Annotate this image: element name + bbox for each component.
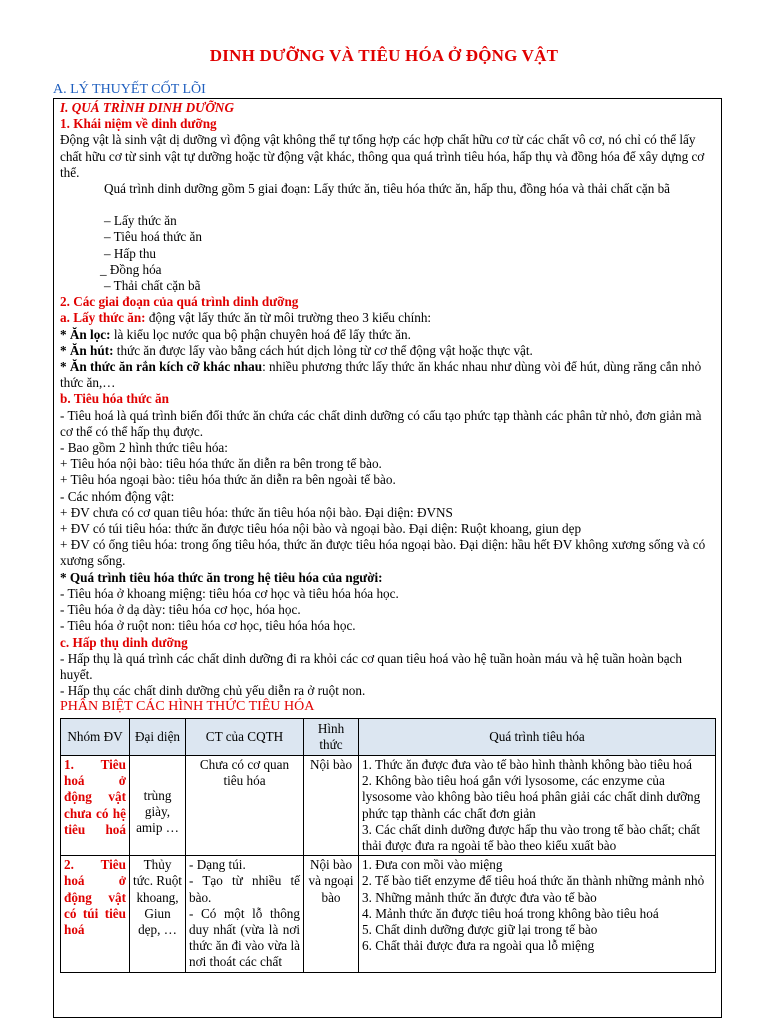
digestion-line: + Tiêu hóa nội bào: tiêu hóa thức ăn diễn ra bên trong tế bào. bbox=[60, 456, 382, 472]
digestion-line: + Tiêu hóa ngoại bào: tiêu hóa thức ăn diễn ra bên ngoài tế bào. bbox=[60, 472, 396, 488]
concept-paragraph: Động vật là sinh vật dị dưỡng vì động vật không thể tự tổng hợp các hợp chất hữu cơ từ các chất vô cơ, nó chỉ có thể lấy chất hữu cơ từ sinh vật tự dưỡng hoặc từ động vật khác, thông qua quá trình tiêu hóa, hấp thụ và đồng hóa để xây dựng cơ thể. bbox=[60, 132, 705, 180]
header-process: Quá trình tiêu hóa bbox=[359, 718, 716, 755]
filter-feeding-line bbox=[60, 327, 715, 343]
concept-heading: 1. Khái niệm về dinh dưỡng bbox=[60, 116, 217, 132]
process-step: 2. Không bào tiêu hoá gắn với lysosome, các enzyme của lysosome vào không bào tiêu hoá phân giải các chất dinh dưỡng phức tạp thành các chất đơn giản bbox=[362, 773, 701, 821]
table-row bbox=[61, 755, 716, 855]
process-step: 1. Đưa con mồi vào miệng bbox=[362, 857, 503, 873]
filter-feeding-label: * Ăn lọc: bbox=[60, 326, 111, 342]
form-cell: Nội bào và ngoại bào bbox=[304, 856, 359, 972]
process-step: 4. Mảnh thức ăn được tiêu hoá trong không bào tiêu hoá bbox=[362, 905, 659, 921]
header-form: Hình thức bbox=[304, 718, 359, 755]
process-step: 1. Thức ăn được đưa vào tế bào hình thành không bào tiêu hoá bbox=[362, 756, 692, 772]
representative-cell: trùng giày, amip … bbox=[130, 755, 186, 855]
process-cell bbox=[359, 856, 716, 972]
absorption-line: - Hấp thụ là quá trình các chất dinh dưỡng đi ra khỏi các cơ quan tiêu hoá vào hệ tuần hoàn máu và hệ tuần hoàn bạch huyết. bbox=[60, 650, 683, 682]
human-digestion-line: - Tiêu hóa ở ruột non: tiêu hóa cơ học, tiêu hóa hóa học. bbox=[60, 618, 356, 634]
compare-table bbox=[60, 718, 716, 973]
process-cell bbox=[359, 755, 716, 855]
human-digestion-line: - Tiêu hóa ở khoang miệng: tiêu hóa cơ học và tiêu hóa hóa học. bbox=[60, 585, 399, 601]
digestion-line: + ĐV có ống tiêu hóa: trong ống tiêu hóa, thức ăn được tiêu hóa ngoại bào. Đại diện: hầu hết ĐV không xương sống và có xương sống. bbox=[60, 537, 706, 569]
theory-box bbox=[53, 98, 722, 1018]
stage-item: – Thải chất cặn bã bbox=[104, 278, 201, 294]
digestion-line: + ĐV có túi tiêu hóa: thức ăn được tiêu hóa nội bào và ngoại bào. Đại diện: Ruột khoang, giun dẹp bbox=[60, 521, 582, 537]
group-cell: 1. Tiêu hoá ở động vật chưa có hệ tiêu hoá bbox=[61, 755, 130, 855]
absorption-heading: c. Hấp thụ dinh dưỡng bbox=[60, 634, 188, 650]
filter-feeding-text: là kiểu lọc nước qua bộ phận chuyên hoá để lấy thức ăn. bbox=[110, 326, 411, 342]
part1-heading: I. QUÁ TRÌNH DINH DƯỠNG bbox=[60, 100, 234, 115]
section-a-heading: A. LÝ THUYẾT CỐT LÕI bbox=[53, 82, 206, 97]
stage-item: – Tiêu hoá thức ăn bbox=[104, 229, 202, 245]
stages-intro: Quá trình dinh dưỡng gồm 5 giai đoạn: Lấy thức ăn, tiêu hóa thức ăn, hấp thu, đồng hóa và thải chất cặn bã bbox=[104, 181, 671, 197]
digestion-line: - Bao gồm 2 hình thức tiêu hóa: bbox=[60, 440, 228, 456]
structure-line: - Có một lỗ thông duy nhất (vừa là nơi thức ăn đi vào vừa là nơi thoát các chất bbox=[189, 905, 300, 970]
feeding-text: động vật lấy thức ăn từ môi trường theo 3 kiểu chính: bbox=[145, 310, 432, 326]
feeding-label: a. Lấy thức ăn: bbox=[60, 310, 146, 326]
page-title: DINH DƯỠNG VÀ TIÊU HÓA Ở ĐỘNG VẬT bbox=[209, 46, 559, 65]
process-step: 3. Những mảnh thức ăn được đưa vào tế bào bbox=[362, 889, 597, 905]
stages-heading: 2. Các giai đoạn của quá trình dinh dưỡng bbox=[60, 294, 299, 310]
compare-title: PHÂN BIỆT CÁC HÌNH THỨC TIÊU HÓA bbox=[60, 699, 315, 715]
digestion-line: - Các nhóm động vật: bbox=[60, 488, 175, 504]
header-representative: Đại diện bbox=[130, 718, 186, 755]
digestion-heading: b. Tiêu hóa thức ăn bbox=[60, 391, 169, 407]
human-digestion-line: - Tiêu hóa ở dạ dày: tiêu hóa cơ học, hóa học. bbox=[60, 602, 301, 618]
solid-feeding-text: : nhiều phương thức lấy thức ăn khác nhau như dùng vòi để hút, dùng răng cắn nhỏ thức ăn,… bbox=[60, 359, 702, 391]
process-step: 3. Các chất dinh dưỡng được hấp thu vào trong tế bào chất; chất thải được đưa ra ngoài tế bào theo kiểu xuất bào bbox=[362, 821, 701, 853]
digestion-line: - Tiêu hoá là quá trình biến đổi thức ăn chứa các chất dinh dưỡng có cấu tạo phức tạp thành các phân tử nhỏ, đơn giản mà cơ thể có thể hấp thụ được. bbox=[60, 407, 702, 439]
structure-cell: Chưa có cơ quan tiêu hóa bbox=[186, 755, 304, 855]
structure-line: - Tạo từ nhiều tế bào. bbox=[189, 873, 300, 905]
process-step: 6. Chất thải được đưa ra ngoài qua lỗ miệng bbox=[362, 938, 595, 954]
stage-item: – Lấy thức ăn bbox=[104, 213, 177, 229]
structure-line: - Dạng túi. bbox=[189, 857, 246, 873]
stage-item: – Hấp thu bbox=[104, 245, 157, 261]
representative-cell: Thủy tức. Ruột khoang, Giun dẹp, … bbox=[130, 856, 186, 972]
suction-feeding-text: thức ăn được lấy vào bằng cách hút dịch lỏng từ cơ thể động vật hoặc thực vật. bbox=[113, 342, 533, 358]
human-digestion-heading: * Quá trình tiêu hóa thức ăn trong hệ tiêu hóa của người: bbox=[60, 569, 383, 585]
form-cell: Nội bào bbox=[304, 755, 359, 855]
solid-feeding-line bbox=[60, 359, 715, 391]
structure-cell bbox=[186, 856, 304, 972]
table-header-row bbox=[61, 718, 716, 755]
suction-feeding-line bbox=[60, 343, 715, 359]
header-group: Nhóm ĐV bbox=[61, 718, 130, 755]
process-step: 5. Chất dinh dưỡng được giữ lại trong tế bào bbox=[362, 921, 598, 937]
stage-item: _ Đồng hóa bbox=[100, 261, 162, 277]
absorption-line: - Hấp thụ các chất dinh dưỡng chủ yếu diễn ra ở ruột non. bbox=[60, 683, 366, 699]
suction-feeding-label: * Ăn hút: bbox=[60, 342, 114, 358]
feeding-line bbox=[60, 310, 715, 326]
group-cell: 2. Tiêu hoá ở động vật có túi tiêu hoá bbox=[61, 856, 130, 972]
digestion-line: + ĐV chưa có cơ quan tiêu hóa: thức ăn tiêu hóa nội bào. Đại diện: ĐVNS bbox=[60, 504, 453, 520]
solid-feeding-label: * Ăn thức ăn rắn kích cỡ khác nhau bbox=[60, 359, 263, 375]
table-row bbox=[61, 856, 716, 972]
header-structure: CT của CQTH bbox=[186, 718, 304, 755]
process-step: 2. Tế bào tiết enzyme để tiêu hoá thức ăn thành những mảnh nhỏ bbox=[362, 873, 705, 889]
